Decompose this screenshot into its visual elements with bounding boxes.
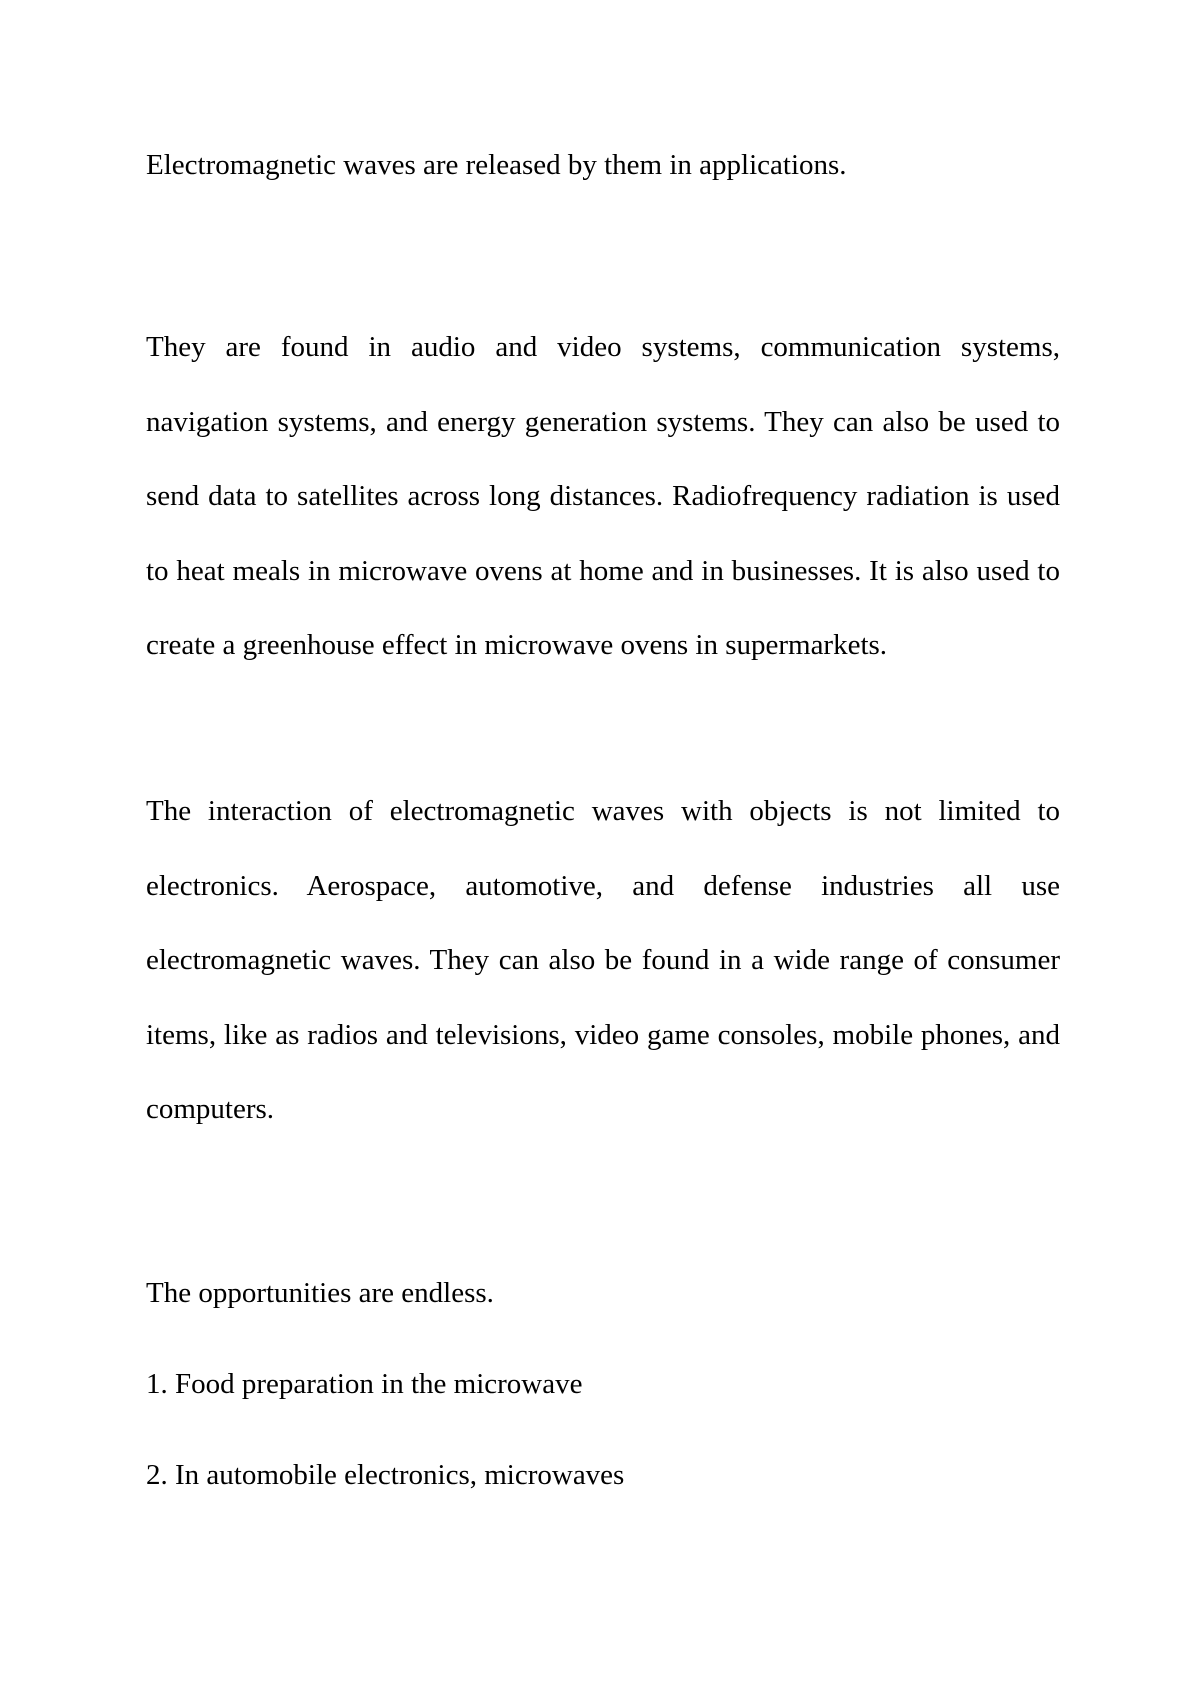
list-item: 2. In automobile electronics, microwaves [146, 1459, 625, 1491]
list-item: 1. Food preparation in the microwave [146, 1368, 583, 1400]
paragraph-intro: Electromagnetic waves are released by them in applications. [146, 149, 847, 181]
paragraph-opportunities: The opportunities are endless. [146, 1277, 494, 1309]
paragraph-interaction: The interaction of electromagnetic waves with objects is not limited to electronics. Aerospace, automotive, and defense industries all use electromagnetic waves. They can also be found in a wide range of consumer items, like as radios and televisions, video game consoles, mobile phones, and computers. [146, 795, 1060, 1125]
paragraph-applications: They are found in audio and video systems, communication systems, navigation systems, and energy generation systems. They can also be used to send data to satellites across long distances. Radiofrequency radiation is used to heat meals in microwave ovens at home and in businesses. It is also used to create a greenhouse effect in microwave ovens in supermarkets. [146, 331, 1060, 661]
